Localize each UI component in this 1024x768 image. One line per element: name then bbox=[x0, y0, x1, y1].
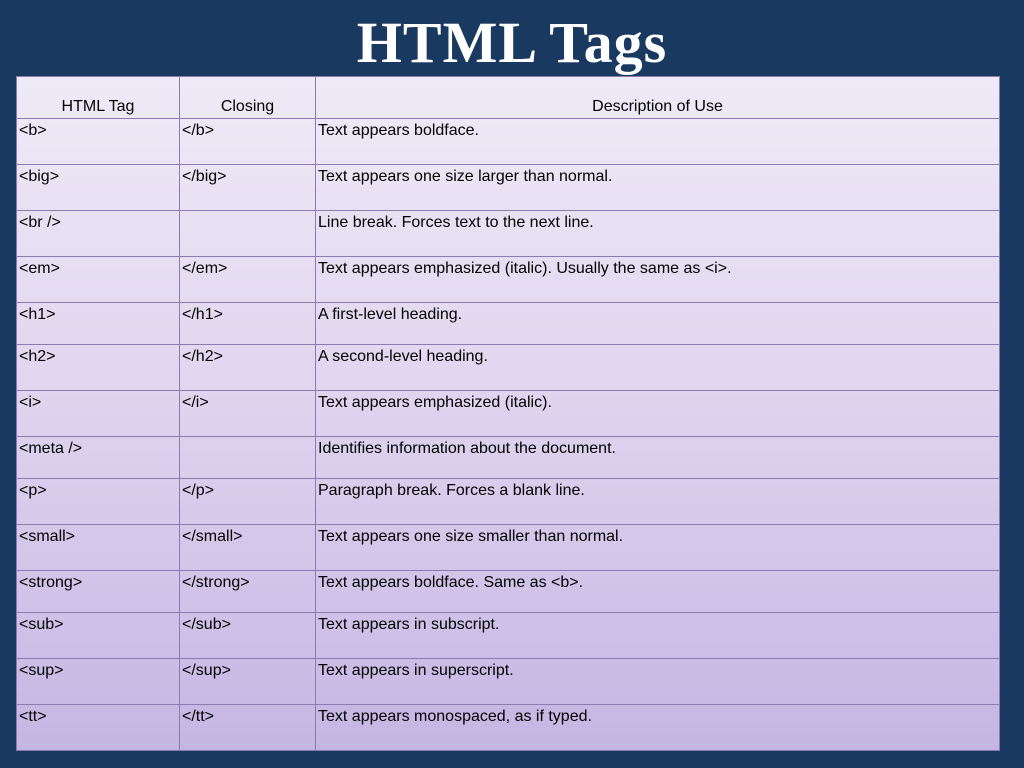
header-description: Description of Use bbox=[316, 77, 1000, 119]
cell-description: Text appears in superscript. bbox=[316, 659, 1000, 705]
table-row bbox=[17, 165, 1000, 211]
table-row bbox=[17, 437, 1000, 479]
table-row bbox=[17, 479, 1000, 525]
cell-tag: <big> bbox=[17, 165, 180, 211]
cell-description: Text appears one size larger than normal. bbox=[316, 165, 1000, 211]
cell-tag: <small> bbox=[17, 525, 180, 571]
cell-tag: <i> bbox=[17, 391, 180, 437]
cell-closing: </em> bbox=[180, 257, 316, 303]
cell-description: Text appears boldface. bbox=[316, 119, 1000, 165]
cell-tag: <meta /> bbox=[17, 437, 180, 479]
table-row bbox=[17, 613, 1000, 659]
cell-closing: </strong> bbox=[180, 571, 316, 613]
cell-description: Text appears monospaced, as if typed. bbox=[316, 705, 1000, 751]
cell-closing: </p> bbox=[180, 479, 316, 525]
cell-tag: <em> bbox=[17, 257, 180, 303]
cell-description: Line break. Forces text to the next line. bbox=[316, 211, 1000, 257]
cell-description: Text appears one size smaller than normal. bbox=[316, 525, 1000, 571]
cell-closing: </sub> bbox=[180, 613, 316, 659]
cell-tag: <h2> bbox=[17, 345, 180, 391]
cell-closing: </h2> bbox=[180, 345, 316, 391]
cell-description: Identifies information about the document. bbox=[316, 437, 1000, 479]
cell-description: Paragraph break. Forces a blank line. bbox=[316, 479, 1000, 525]
cell-description: Text appears emphasized (italic). Usually the same as <i>. bbox=[316, 257, 1000, 303]
table-row bbox=[17, 303, 1000, 345]
cell-tag: <sup> bbox=[17, 659, 180, 705]
cell-tag: <br /> bbox=[17, 211, 180, 257]
table-row bbox=[17, 257, 1000, 303]
cell-closing: </small> bbox=[180, 525, 316, 571]
table-row bbox=[17, 659, 1000, 705]
table-row bbox=[17, 211, 1000, 257]
header-html-tag: HTML Tag bbox=[17, 77, 180, 119]
cell-closing: </b> bbox=[180, 119, 316, 165]
table-row bbox=[17, 391, 1000, 437]
cell-description: Text appears emphasized (italic). bbox=[316, 391, 1000, 437]
cell-tag: <h1> bbox=[17, 303, 180, 345]
cell-tag: <tt> bbox=[17, 705, 180, 751]
cell-closing: </h1> bbox=[180, 303, 316, 345]
table-row bbox=[17, 525, 1000, 571]
cell-description: Text appears boldface. Same as <b>. bbox=[316, 571, 1000, 613]
cell-description: A first-level heading. bbox=[316, 303, 1000, 345]
table-row bbox=[17, 345, 1000, 391]
html-tags-table bbox=[16, 76, 1000, 751]
table-row bbox=[17, 571, 1000, 613]
table-header-row bbox=[17, 77, 1000, 119]
table-row bbox=[17, 119, 1000, 165]
cell-tag: <b> bbox=[17, 119, 180, 165]
cell-closing bbox=[180, 437, 316, 479]
cell-closing bbox=[180, 211, 316, 257]
cell-description: A second-level heading. bbox=[316, 345, 1000, 391]
cell-closing: </tt> bbox=[180, 705, 316, 751]
cell-tag: <p> bbox=[17, 479, 180, 525]
cell-tag: <strong> bbox=[17, 571, 180, 613]
slide-title: HTML Tags bbox=[356, 10, 668, 75]
cell-closing: </big> bbox=[180, 165, 316, 211]
cell-closing: </i> bbox=[180, 391, 316, 437]
cell-closing: </sup> bbox=[180, 659, 316, 705]
table-row bbox=[17, 705, 1000, 751]
cell-tag: <sub> bbox=[17, 613, 180, 659]
header-closing: Closing bbox=[180, 77, 316, 119]
cell-description: Text appears in subscript. bbox=[316, 613, 1000, 659]
